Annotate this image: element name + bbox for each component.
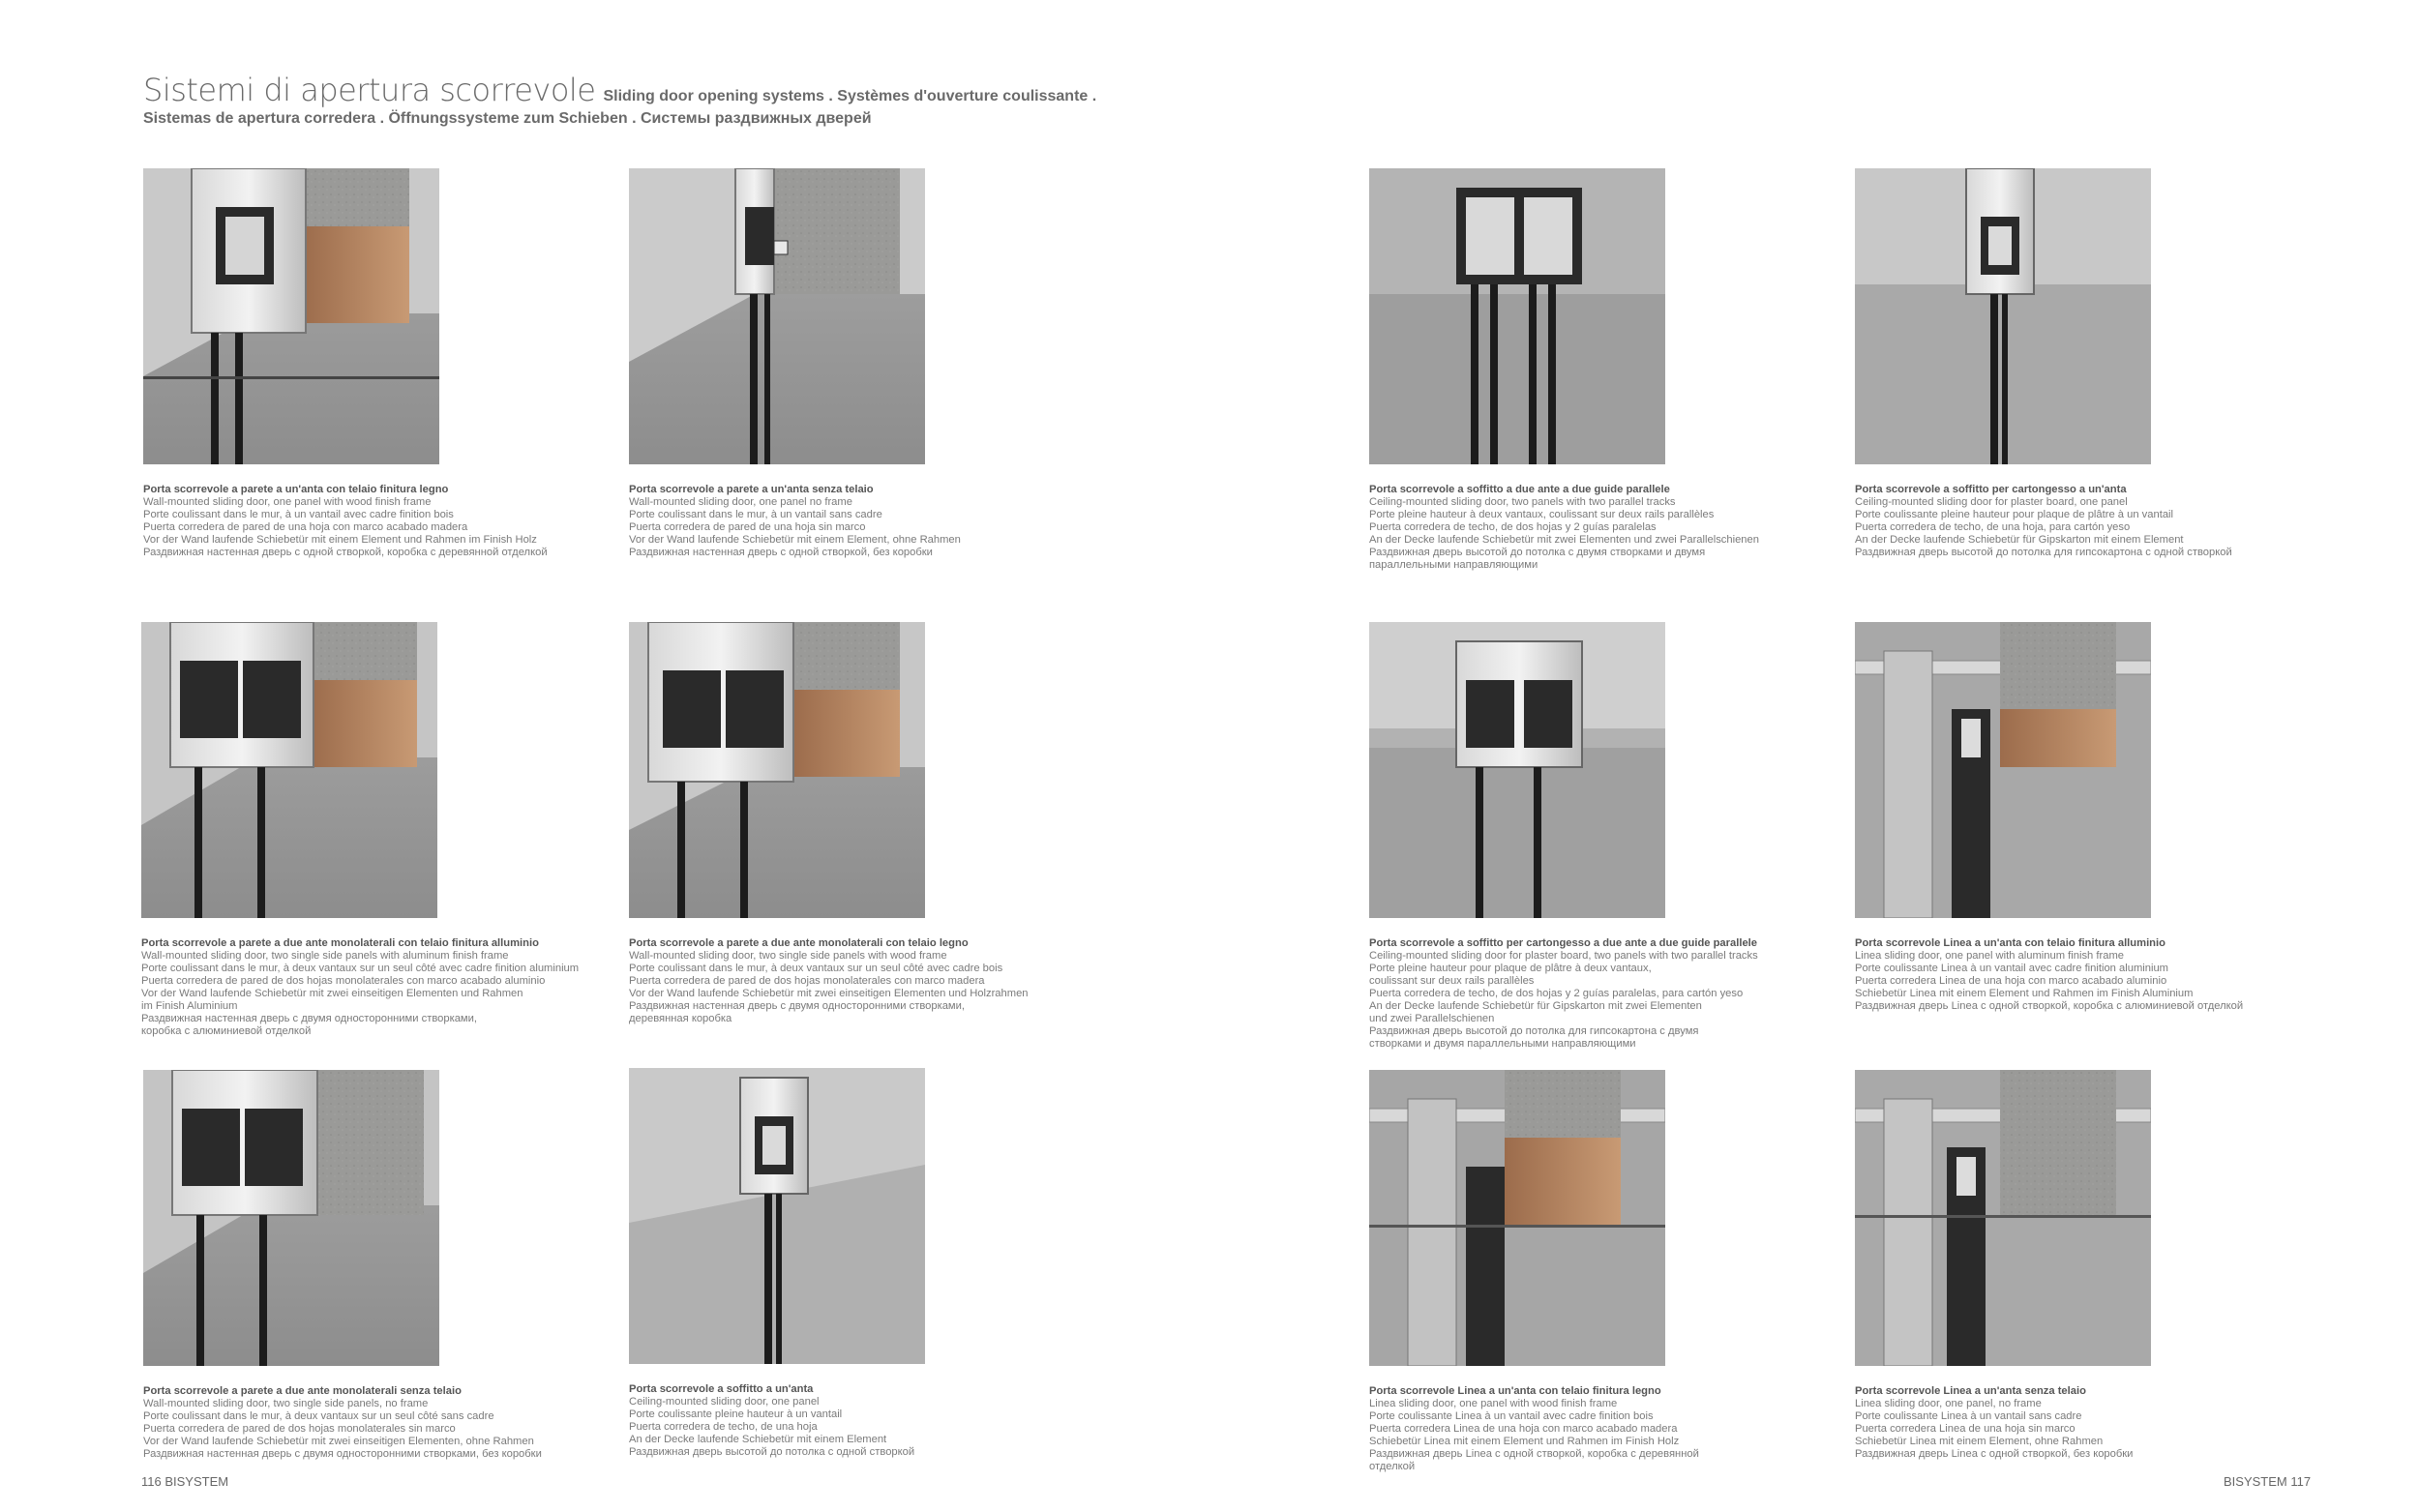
product-photo (1369, 1070, 1665, 1366)
product-photo (143, 1070, 439, 1366)
product-title: Porta scorrevole a parete a due ante monolaterali con telaio legno (629, 937, 969, 949)
caption-line: Vor der Wand laufende Schiebetür mit einem Element und Rahmen im Finish Holz (143, 534, 537, 546)
caption-line: отделкой (1369, 1461, 1416, 1472)
product-caption (141, 937, 683, 1038)
product-item (1369, 622, 1911, 1051)
product-item (1855, 168, 2397, 559)
caption-line: Vor der Wand laufende Schiebetür mit zwei einseitigen Elementen, ohne Rahmen (143, 1436, 534, 1447)
product-item (143, 1070, 685, 1461)
caption-line: Ceiling-mounted sliding door, one panel (629, 1396, 820, 1408)
caption-line: An der Decke laufende Schiebetür für Gipskarton mit einem Element (1855, 534, 2184, 546)
page-number-right: BISYSTEM 117 (2224, 1474, 2312, 1489)
product-caption (1369, 484, 1911, 572)
product-caption (629, 484, 1171, 559)
caption-line: Puerta corredera de pared de una hoja con marco acabado madera (143, 521, 468, 533)
caption-line: параллельными направляющими (1369, 559, 1538, 571)
caption-line: im Finish Aluminium (141, 1000, 238, 1012)
page-subtitle: Sliding door opening systems . Systèmes d'ouverture coulissante . (603, 88, 1097, 104)
caption-line: деревянная коробка (629, 1013, 732, 1024)
caption-line: Puerta corredera de pared de dos hojas monolaterales sin marco (143, 1423, 456, 1435)
caption-line: Puerta corredera de pared de una hoja sin marco (629, 521, 866, 533)
caption-line: Porte coulissante Linea à un vantail avec cadre finition aluminium (1855, 963, 2169, 974)
caption-line: Linea sliding door, one panel with aluminum finish frame (1855, 950, 2124, 962)
caption-line: An der Decke laufende Schiebetür mit einem Element (629, 1434, 887, 1445)
caption-line: Schiebetür Linea mit einem Element, ohne Rahmen (1855, 1436, 2104, 1447)
product-photo (143, 168, 439, 464)
caption-line: Ceiling-mounted sliding door for plaster board, one panel (1855, 496, 2128, 508)
caption-line: Раздвижная дверь высотой до потолка для гипсокартона с одной створкой (1855, 547, 2232, 558)
product-item (629, 1068, 1171, 1459)
product-caption (1855, 937, 2397, 1013)
caption-line: Schiebetür Linea mit einem Element und Rahmen im Finish Aluminium (1855, 988, 2194, 999)
caption-line: Wall-mounted sliding door, two single side panels, no frame (143, 1398, 429, 1409)
product-caption (629, 1383, 1171, 1459)
caption-line: Puerta corredera Linea de una hoja con marco acabado madera (1369, 1423, 1678, 1435)
caption-line: Puerta corredera de techo, de dos hojas y 2 guías paralelas (1369, 521, 1657, 533)
caption-line: Раздвижная настенная дверь с двумя односторонними створками, (629, 1000, 965, 1012)
caption-line: Wall-mounted sliding door, two single side panels with wood frame (629, 950, 947, 962)
product-photo (141, 622, 437, 918)
product-title: Porta scorrevole Linea a un'anta con telaio finitura alluminio (1855, 937, 2165, 949)
product-caption (1855, 1385, 2397, 1461)
product-photo (629, 1068, 925, 1364)
caption-line: Porte coulissant dans le mur, à deux vantaux sur un seul côté avec cadre finition aluminium (141, 963, 580, 974)
caption-line: Раздвижная дверь Linea с одной створкой, коробка с алюминиевой отделкой (1855, 1000, 2244, 1012)
caption-line: Wall-mounted sliding door, one panel no frame (629, 496, 852, 508)
caption-line: Porte coulissant dans le mur, à deux vantaux sur un seul côté sans cadre (143, 1410, 494, 1422)
caption-line: створками и двумя параллельными направляющими (1369, 1038, 1636, 1050)
product-item (1855, 1070, 2397, 1461)
caption-line: Porte coulissante Linea à un vantail avec cadre finition bois (1369, 1410, 1654, 1422)
product-caption (143, 1385, 685, 1461)
caption-line: Porte pleine hauteur à deux vantaux, coulissant sur deux rails parallèles (1369, 509, 1715, 520)
product-title: Porta scorrevole a soffitto a un'anta (629, 1383, 814, 1395)
product-photo (1369, 168, 1665, 464)
page-title: Sistemi di apertura scorrevole (143, 72, 596, 108)
product-title: Porta scorrevole Linea a un'anta con telaio finitura legno (1369, 1385, 1661, 1397)
caption-line: Porte coulissant dans le mur, à un vantail sans cadre (629, 509, 882, 520)
caption-line: Vor der Wand laufende Schiebetür mit einem Element, ohne Rahmen (629, 534, 961, 546)
product-photo (629, 168, 925, 464)
caption-line: Puerta corredera de techo, de dos hojas y 2 guías paralelas, para cartón yeso (1369, 988, 1744, 999)
caption-line: Vor der Wand laufende Schiebetür mit zwei einseitigen Elementen und Rahmen (141, 988, 523, 999)
page-number-left: 116 BISYSTEM (141, 1474, 229, 1489)
product-photo (1855, 622, 2151, 918)
caption-line: Раздвижная дверь высотой до потолка с двумя створками и двумя (1369, 547, 1706, 558)
caption-line: Puerta corredera de pared de dos hojas monolaterales con marco acabado aluminio (141, 975, 546, 987)
product-title: Porta scorrevole a soffitto a due ante a due guide parallele (1369, 484, 1670, 495)
caption-line: Porte coulissante pleine hauteur à un vantail (629, 1408, 843, 1420)
caption-line: Porte pleine hauteur pour plaque de plâtre à deux vantaux, (1369, 963, 1652, 974)
caption-line: Vor der Wand laufende Schiebetür mit zwei einseitigen Elementen und Holzrahmen (629, 988, 1029, 999)
caption-line: Puerta corredera de techo, de una hoja, para cartón yeso (1855, 521, 2131, 533)
page-header (143, 72, 1304, 128)
caption-line: Wall-mounted sliding door, one panel with wood finish frame (143, 496, 432, 508)
caption-line: coulissant sur deux rails parallèles (1369, 975, 1535, 987)
product-item (143, 168, 685, 559)
caption-line: коробка с алюминиевой отделкой (141, 1025, 312, 1037)
caption-line: Porte coulissante pleine hauteur pour plaque de plâtre à un vantail (1855, 509, 2174, 520)
product-item (141, 622, 683, 1038)
caption-line: Раздвижная настенная дверь с двумя односторонними створками, без коробки (143, 1448, 542, 1460)
caption-line: und zwei Parallelschienen (1369, 1013, 1495, 1024)
product-item (1855, 622, 2397, 1013)
caption-line: Puerta corredera de pared de dos hojas monolaterales con marco madera (629, 975, 985, 987)
product-photo (629, 622, 925, 918)
product-title: Porta scorrevole a parete a un'anta senza telaio (629, 484, 874, 495)
caption-line: Linea sliding door, one panel, no frame (1855, 1398, 2042, 1409)
page-subtitle-line2: Sistemas de apertura corredera . Öffnungssysteme zum Schieben . Системы раздвижных дверей (143, 110, 872, 127)
product-caption (629, 937, 1171, 1025)
product-caption (1369, 937, 1911, 1051)
caption-line: Раздвижная дверь высотой до потолка с одной створкой (629, 1446, 915, 1458)
product-caption (1855, 484, 2397, 559)
product-item (629, 622, 1171, 1025)
caption-line: Porte coulissante Linea à un vantail sans cadre (1855, 1410, 2082, 1422)
product-item (1369, 168, 1911, 572)
product-photo (1855, 168, 2151, 464)
caption-line: An der Decke laufende Schiebetür für Gipskarton mit zwei Elementen (1369, 1000, 1702, 1012)
caption-line: Ceiling-mounted sliding door for plaster board, two panels with two parallel tracks (1369, 950, 1758, 962)
caption-line: Porte coulissant dans le mur, à deux vantaux sur un seul côté avec cadre bois (629, 963, 1003, 974)
caption-line: Puerta corredera de techo, de una hoja (629, 1421, 818, 1433)
product-item (1369, 1070, 1911, 1473)
product-item (629, 168, 1171, 559)
product-title: Porta scorrevole a parete a due ante monolaterali senza telaio (143, 1385, 462, 1397)
product-caption (143, 484, 685, 559)
caption-line: Раздвижная настенная дверь с одной створкой, без коробки (629, 547, 933, 558)
product-photo (1369, 622, 1665, 918)
caption-line: Wall-mounted sliding door, two single side panels with aluminum finish frame (141, 950, 509, 962)
caption-line: Porte coulissant dans le mur, à un vantail avec cadre finition bois (143, 509, 454, 520)
caption-line: Ceiling-mounted sliding door, two panels with two parallel tracks (1369, 496, 1676, 508)
caption-line: Раздвижная дверь Linea с одной створкой, без коробки (1855, 1448, 2134, 1460)
product-title: Porta scorrevole a soffitto per cartongesso a due ante a due guide parallele (1369, 937, 1758, 949)
caption-line: Раздвижная настенная дверь с одной створкой, коробка с деревянной отделкой (143, 547, 548, 558)
caption-line: Раздвижная дверь высотой до потолка для гипсокартона с двумя (1369, 1025, 1699, 1037)
product-photo (1855, 1070, 2151, 1366)
caption-line: Раздвижная настенная дверь с двумя односторонними створками, (141, 1013, 477, 1024)
product-caption (1369, 1385, 1911, 1473)
caption-line: Schiebetür Linea mit einem Element und Rahmen im Finish Holz (1369, 1436, 1680, 1447)
caption-line: An der Decke laufende Schiebetür mit zwei Elementen und zwei Parallelschienen (1369, 534, 1759, 546)
caption-line: Puerta corredera Linea de una hoja sin marco (1855, 1423, 2076, 1435)
product-title: Porta scorrevole a parete a un'anta con telaio finitura legno (143, 484, 449, 495)
caption-line: Раздвижная дверь Linea с одной створкой, коробка с деревянной (1369, 1448, 1699, 1460)
product-title: Porta scorrevole a soffitto per cartongesso a un'anta (1855, 484, 2127, 495)
product-title: Porta scorrevole a parete a due ante monolaterali con telaio finitura alluminio (141, 937, 539, 949)
title-row (143, 72, 1304, 108)
caption-line: Puerta corredera Linea de una hoja con marco acabado aluminio (1855, 975, 2167, 987)
product-title: Porta scorrevole Linea a un'anta senza telaio (1855, 1385, 2086, 1397)
caption-line: Linea sliding door, one panel with wood finish frame (1369, 1398, 1618, 1409)
